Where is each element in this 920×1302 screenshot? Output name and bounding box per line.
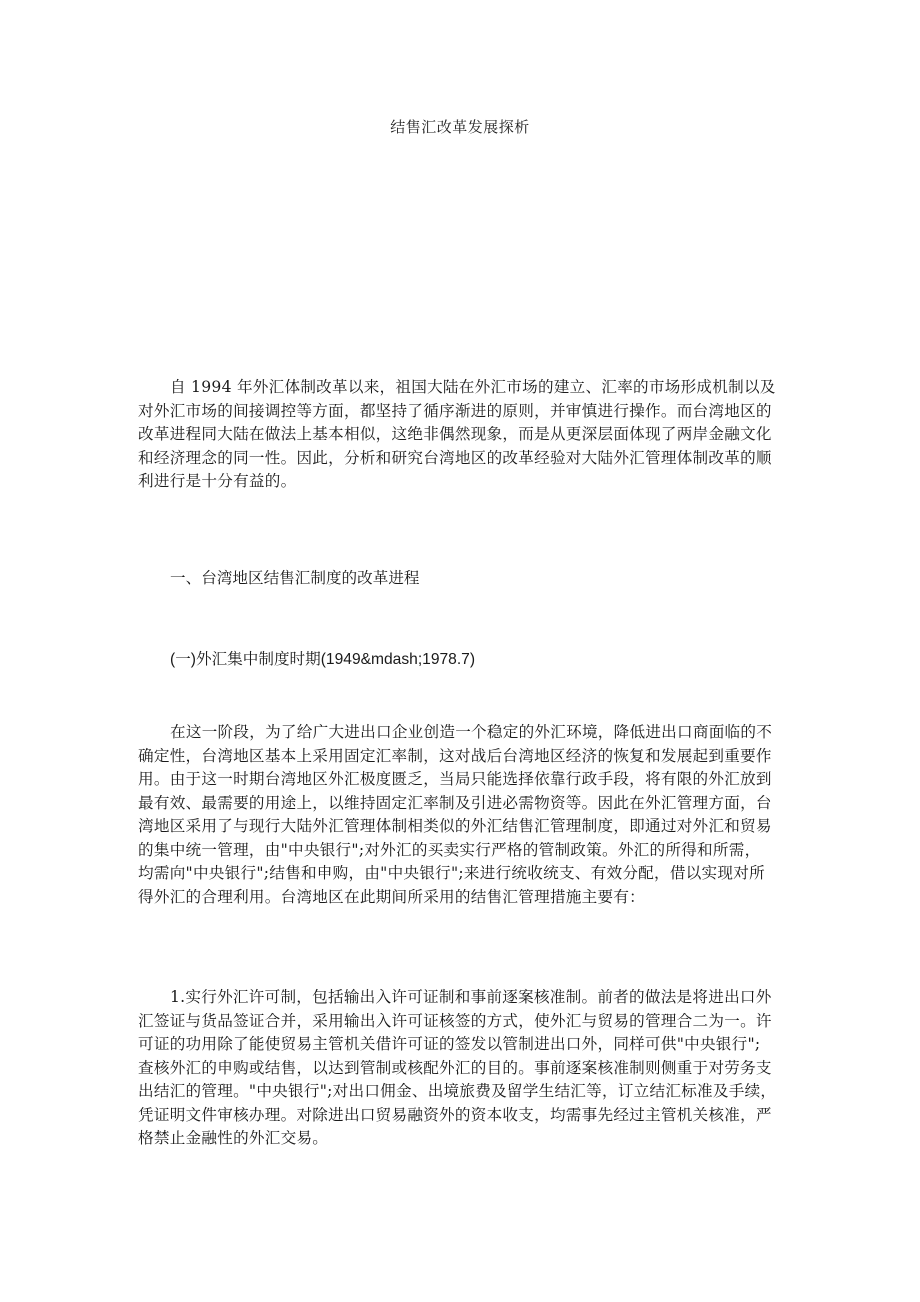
section-heading: 一、台湾地区结售汇制度的改革进程: [170, 569, 420, 587]
document-title: 结售汇改革发展探析: [390, 118, 530, 136]
section-heading-container: [138, 567, 788, 591]
paragraph-line: 的集中统一管理，由"中央银行";对外汇的买卖实行严格的管制政策。外汇的所得和所需，: [138, 840, 761, 859]
paragraph-line: 用。由于这一时期台湾地区外汇极度匮乏，当局只能选择依靠行政手段，将有限的外汇放到: [138, 770, 772, 788]
paragraph-line: 对外汇市场的间接调控等方面，都坚持了循序渐进的原则，并审慎进行操作。而台湾地区的: [138, 401, 772, 420]
paragraph-line: 出结汇的管理。"中央银行";对出口佣金、出境旅费及留学生结汇等，订立结汇标准及手续，: [138, 1082, 777, 1100]
paragraph-line: 查核外汇的申购或结售，以达到管制或核配外汇的目的。事前逐案核准制则侧重于对劳务支: [138, 1058, 772, 1077]
intro-paragraph: [138, 376, 788, 494]
paragraph-line: 凭证明文件审核办理。对除进出口贸易融资外的资本收支，均需事先经过主管机关核准，严: [138, 1105, 772, 1124]
paragraph-2: [138, 721, 788, 909]
paragraph-line: 在这一阶段，为了给广大进出口企业创造一个稳定的外汇环境，降低进出口商面临的不: [170, 723, 773, 741]
paragraph-line: 均需向"中央银行";结售和申购，由"中央银行";来进行统收统支、有效分配，借以实现对所: [138, 864, 765, 882]
subsection-heading: (一)外汇集中制度时期(1949&mdash;1978.7): [170, 651, 476, 668]
subsection-heading-container: [138, 648, 788, 672]
paragraph-line: 1.实行外汇许可制，包括输出入许可证制和事前逐案核准制。前者的做法是将进出口外: [170, 988, 772, 1006]
paragraph-line: 可证的功用除了能使贸易主管机关借许可证的签发以管制进出口外，同样可供"中央银行";: [138, 1035, 761, 1053]
paragraph-line: 汇签证与货品签证合并，采用输出入许可证核签的方式，使外汇与贸易的管理合二为一。许: [138, 1011, 772, 1030]
paragraph-3: [138, 986, 788, 1151]
paragraph-line: 利进行是十分有益的。: [138, 472, 297, 490]
paragraph-line: 得外汇的合理利用。台湾地区在此期间所采用的结售汇管理措施主要有：: [138, 887, 646, 906]
paragraph-line: 最有效、最需要的用途上，以维持固定汇率制及引进必需物资等。因此在外汇管理方面，台: [138, 793, 772, 812]
paragraph-line: 和经济理念的同一性。因此，分析和研究台湾地区的改革经验对大陆外汇管理体制改革的顺: [138, 448, 772, 467]
paragraph-line: 湾地区采用了与现行大陆外汇管理体制相类似的外汇结售汇管理制度，即通过对外汇和贸易: [138, 817, 772, 835]
paragraph-line: 自 1994 年外汇体制改革以来，祖国大陆在外汇市场的建立、汇率的市场形成机制以及: [170, 378, 776, 396]
paragraph-line: 格禁止金融性的外汇交易。: [138, 1129, 329, 1147]
paragraph-line: 确定性，台湾地区基本上采用固定汇率制，这对战后台湾地区经济的恢复和发展起到重要作: [138, 746, 772, 765]
paragraph-line: 改革进程同大陆在做法上基本相似，这绝非偶然现象，而是从更深层面体现了两岸金融文化: [138, 425, 772, 443]
